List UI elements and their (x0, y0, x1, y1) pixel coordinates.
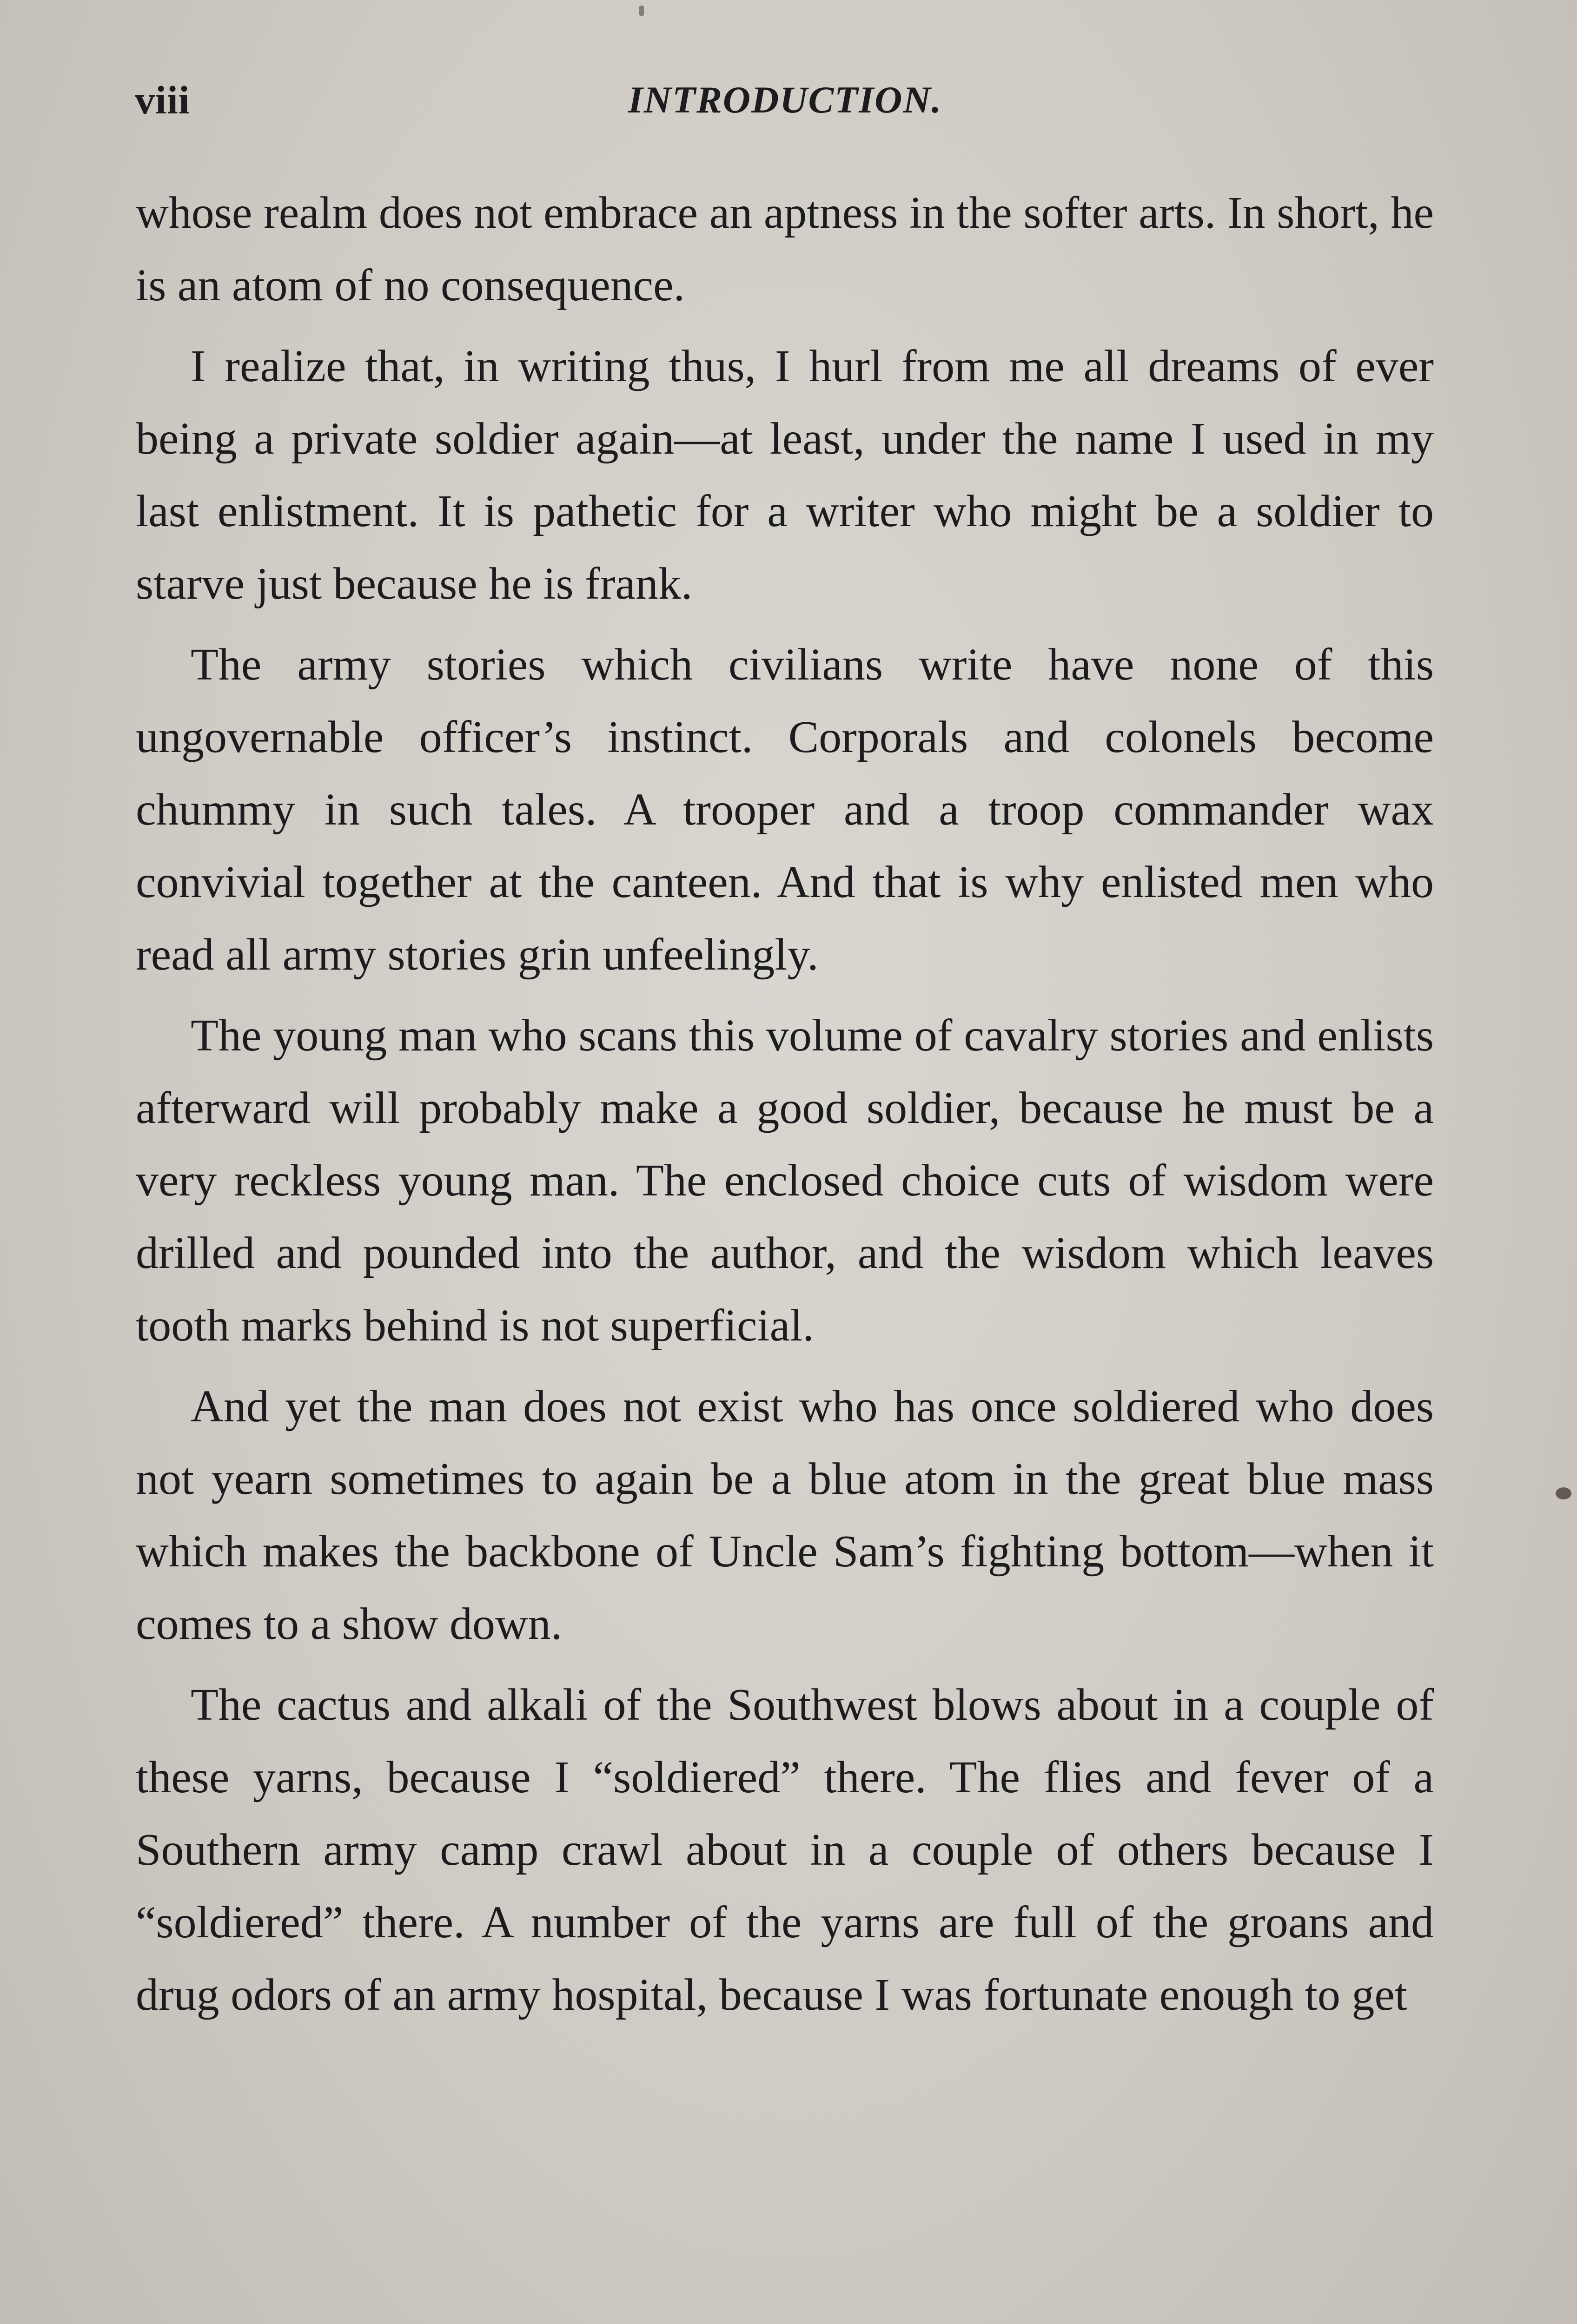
paragraph: The army stories which civilians write have none of this ungovernable officer’s instinct. Corporals and colonels become chummy in such tales. A trooper and a troop commander wax convivial together at the canteen. And that is why enlisted men who read all army stories grin unfeelingly. (136, 640, 1434, 980)
page-number: viii (135, 78, 190, 122)
paper-speck (639, 6, 644, 16)
running-title: INTRODUCTION. (628, 79, 942, 121)
paragraph-continued: whose realm does not embrace an aptness in the softer arts. In short, he is an atom of no consequence. (136, 188, 1434, 310)
paragraph: The young man who scans this volume of cavalry stories and enlists afterward will probably make a good soldier, because he must be a very reckless young man. The enclosed choice cuts of wisdom were drilled and pounded into the author, and the wisdom which leaves tooth marks behind is not superficial. (136, 1010, 1434, 1351)
running-head (135, 70, 1435, 130)
paragraph: The cactus and alkali of the Southwest blows about in a couple of these yarns, because I “soldiered” there. The flies and fever of a Southern army camp crawl about in a couple of others because I “soldiered” there. A number of the yarns are full of the groans and drug odors of an army hospital, because I was fortunate enough to get (136, 1680, 1434, 2020)
paragraph: And yet the man does not exist who has once soldiered who does not yearn sometimes to again be a blue atom in the great blue mass which makes the backbone of Uncle Sam’s fighting bottom—when it comes to a show down. (136, 1381, 1434, 1649)
paragraph: I realize that, in writing thus, I hurl from me all dreams of ever being a private soldier again—at least, under the name I used in my last enlistment. It is pathetic for a writer who might be a soldier to starve just because he is frank. (136, 341, 1434, 609)
body-text (136, 177, 1434, 2031)
paper-speck (1556, 1487, 1571, 1499)
